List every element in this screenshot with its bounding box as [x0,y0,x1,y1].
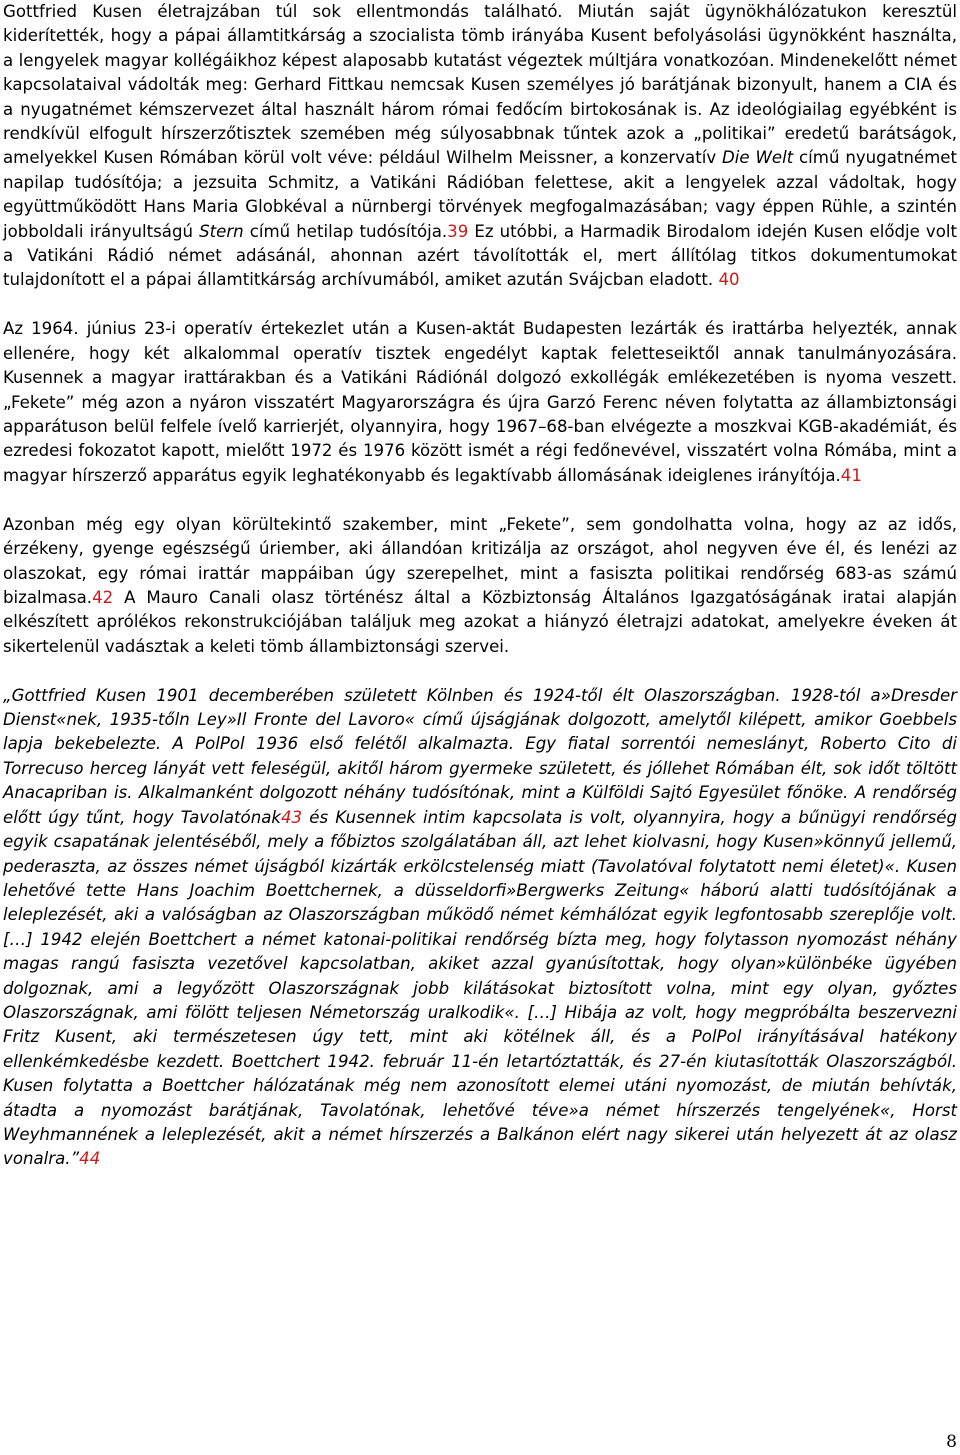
footnote-ref-43[interactable]: 43 [281,807,303,827]
paragraph-text: A Mauro Canali olasz történész által a Közbiztonság Általános Igazgatóságának iratai alapján elkészített aprólékos rekonstrukciójában találjuk meg azokat a hiányzó életrajzi adatokat, amelyekre éveken át sikertelenül vadásztak a keleti tömb állambiztonsági szervei. [3,587,957,656]
footnote-ref-44[interactable]: 44 [79,1149,101,1169]
footnote-ref-42[interactable]: 42 [92,587,114,607]
paragraph-canali-reconstruction [3,513,957,659]
page-number: 8 [946,1432,957,1452]
document-page [3,0,957,1172]
paragraph-text: Azonban még egy olyan körültekintő szakember, mint „Fekete”, sem gondolhatta volna, hogy az az idős, érzékeny, gyenge egészségű úriember, aki állandóan kritizálja az országot, ahol negyven éve él, és lenézi az olaszokat, egy római irattár mappáiban úgy szerepelhet, mint a fasiszta politikai rendőrség 683-as számú bizalmasa. [3,514,957,607]
paragraph-gap [3,659,957,684]
quote-text: és Kusennek intim kapcsolata is volt, olyannyira, hogy a bűnügyi rendőrség egyik csapatának jelentéséből, mely a főbiztos szolgálatában áll, azt lehet kiolvasni, hogy Kusen»könnyű jellemű, pederaszta, az összes német újságból kizárták erkölcstelenség miatt (Tavolatóval folytatott nemi életet)«. Kusen lehetővé tette Hans Joachim Boettchernek, a düsseldorfi»Bergwerks Zeitung« háború alatti tudósítójának a leleplezését, aki a valóságban az Olaszországban működő német kémhálózat egyik legfontosabb szereplője volt. […] 1942 elején Boettchert a német katonai-politikai rendőrség bízta meg, hogy folytasson nyomozást néhány magas rangú fasiszta vezetővel kapcsolatban, akiket azzal gyanúsítottak, hogy olyan»különbéke ügyében dolgoznak, ami a legyőzött Olaszországnak jobb kilátásokat biztosított volna, mint egy olyan, győztes Olaszországnak, ami fölött teljesen Németország uralkodik«. […] Hibája az volt, hogy megpróbálta beszervezni Fritz Kusent, aki természetesen úgy tett, mint aki kötélnek áll, és a PolPol irányításával hatékony ellenkémkedésbe kezdett. Boettchert 1942. február 11-én letartóztatták, és 27-én kiutasították Olaszországból. Kusen folytatta a Boettcher hálózatának még nem azonosított elemei utáni nyomozást, de miután behívták, átadta a nyomozást barátjának, Tavolatónak, lehetővé téve»a német hírszerzés tengelyének«, Horst Weyhmannének a leleplezését, akit a német hírszerzés a Balkánon elért nagy sikerei után helyezett át az olasz vonalra.” [3,807,957,1169]
footnote-ref-41[interactable]: 41 [840,465,862,485]
paragraph-text: Ez utóbbi, a Harmadik Birodalom idején Kusen elődje volt a Vatikáni Rádió német adásánál, ahonnan azért távolították el, mert állítólag titkos dokumentumokat tulajdonított el a pápai államtitkárság archívumából, amiket azután Svájcban eladott. [3,221,957,290]
magazine-title-stern: Stern [199,221,244,241]
footnote-ref-39[interactable]: 39 [447,221,469,241]
newspaper-title-die-welt: Die Welt [722,148,794,168]
paragraph-file-closed [3,317,957,488]
paragraph-kusen-biography [3,0,957,293]
footnote-ref-40[interactable]: 40 [718,270,740,290]
paragraph-text: című hetilap tudósítója. [243,221,448,241]
paragraph-text: című nyugatnémet napilap tudósítója; a jezsuita Schmitz, a Vatikáni Rádióban felettese, akit a lengyelek azzal vádoltak, hogy együttműködött Hans Maria Globkéval a nürnbergi törvények megfogalmazásában; vagy éppen Rühle, a szintén jobboldali irányultságú [3,148,957,241]
paragraph-gap [3,488,957,513]
quote-text: „Gottfried Kusen 1901 decemberében született Kölnben és 1924-től élt Olaszországban. 1928-tól a»Dresder Dienst«nek, 1935-tőln Ley»Il Fronte del Lavoro« című újságjának dolgozott, amelytől kilépett, amikor Goebbels lapja bekebelezte. A PolPol 1936 első felétől alkalmazta. Egy fiatal sorrentói nemeslányt, Roberto Cito di Torrecuso herceg lányát vett feleségül, akitől három gyermeke született, és jóllehet Rómában élt, sok időt töltött Anacapriban is. Alkalmanként dolgozott néhány tudósítónak, mint a Külföldi Sajtó Egyesület főnöke. A rendőrség előtt úgy tűnt, hogy Tavolatónak [3,685,957,827]
paragraph-text: Az 1964. június 23-i operatív értekezlet után a Kusen-aktát Budapesten lezárták és irattárba helyezték, annak ellenére, hogy két alkalommal operatív tisztek engedélyt kaptak feletteseiktől annak tanulmányozására. Kusennek a magyar irattárakban és a Vatikáni Rádiónál dolgozó exkollégák emlékezetében is nyoma veszett. „Fekete” még azon a nyáron visszatért Magyarországra és újra Garzó Ferenc néven folytatta az állambiztonsági apparátuson belül felfele ívelő karrierjét, olyannyira, hogy 1967–68-ban elvégezte a moszkvai KGB-akadémiát, és ezredesi fokozatot kapott, mielőtt 1972 és 1976 között ismét a régi fedőnevével, visszatért volna Rómába, mint a magyar hírszerző apparátus egyik leghatékonyabb és legaktívabb állomásának ideiglenes irányítója. [3,319,957,485]
paragraph-gap [3,293,957,318]
block-quote-canali [3,684,957,1172]
paragraph-text: Gottfried Kusen életrajzában túl sok ellentmondás található. Miután saját ügynökhálózatukon keresztül kiderítették, hogy a pápai államtitkárság a szocialista tömb irányába Kusent befolyásolási ügynökként használta, a lengyelek magyar kollégáikhoz képest alaposabb kutatást végeztek múltjára vonatkozóan. Mindenekelőtt német kapcsolataival vádolták meg: Gerhard Fittkau nemcsak Kusen személyes jó barátjának bizonyult, hanem a CIA és a nyugatnémet kémszervezet által használt három római fedőcím birtokosának is. Az ideológiailag egyébként is rendkívül elfogult hírszerzőtisztek szemében még súlyosabbnak tűntek azok a „politikai” eredetű barátságok, amelyekkel Kusen Rómában körül volt véve: például Wilhelm Meissner, a konzervatív [3,2,957,168]
